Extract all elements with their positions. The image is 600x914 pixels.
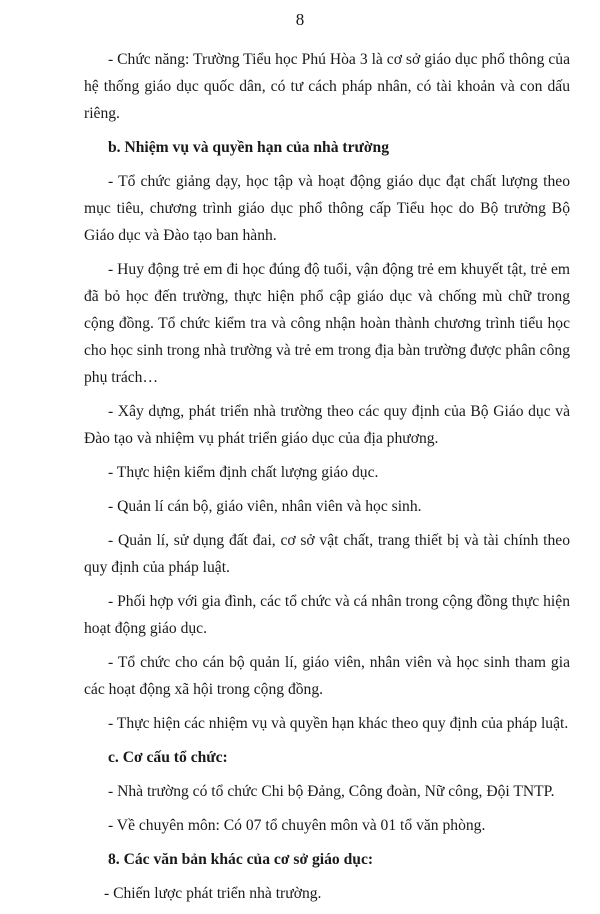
duty-paragraph: - Quản lí, sử dụng đất đai, cơ sở vật chất, trang thiết bị và tài chính theo quy định của pháp luật.	[84, 532, 570, 576]
duty-paragraph: - Tổ chức giảng dạy, học tập và hoạt động giáo dục đạt chất lượng theo mục tiêu, chương trình giáo dục phổ thông cấp Tiểu học do Bộ trưởng Bộ Giáo dục và Đào tạo ban hành.	[84, 173, 570, 244]
duty-paragraph: - Phối hợp với gia đình, các tổ chức và cá nhân trong cộng đồng thực hiện hoạt động giáo dục.	[84, 593, 570, 637]
duty-paragraph: - Tổ chức cho cán bộ quản lí, giáo viên, nhân viên và học sinh tham gia các hoạt động xã hội trong cộng đồng.	[84, 654, 570, 698]
function-paragraph: - Chức năng: Trường Tiểu học Phú Hòa 3 là cơ sở giáo dục phổ thông của hệ thống giáo dục quốc dân, có tư cách pháp nhân, có tài khoản và con dấu riêng.	[84, 51, 570, 122]
duty-paragraph: - Thực hiện các nhiệm vụ và quyền hạn khác theo quy định của pháp luật.	[108, 715, 569, 732]
duty-paragraph: - Thực hiện kiểm định chất lượng giáo dục.	[108, 464, 379, 481]
structure-paragraph: - Về chuyên môn: Có 07 tổ chuyên môn và 01 tổ văn phòng.	[108, 817, 486, 834]
section-heading-documents: 8. Các văn bản khác của cơ sở giáo dục:	[108, 851, 374, 868]
section-heading-structure: c. Cơ cấu tổ chức:	[108, 749, 228, 766]
duty-paragraph: - Quản lí cán bộ, giáo viên, nhân viên và học sinh.	[108, 498, 422, 515]
duty-paragraph: - Xây dựng, phát triển nhà trường theo các quy định của Bộ Giáo dục và Đào tạo và nhiệm vụ phát triển giáo dục của địa phương.	[84, 403, 570, 447]
structure-paragraph: - Nhà trường có tổ chức Chi bộ Đảng, Công đoàn, Nữ công, Đội TNTP.	[108, 783, 555, 800]
section-heading-duties: b. Nhiệm vụ và quyền hạn của nhà trường	[108, 139, 389, 156]
page-number: 8	[295, 10, 305, 29]
documents-paragraph: - Chiến lược phát triển nhà trường.	[104, 885, 322, 902]
duty-paragraph: - Huy động trẻ em đi học đúng độ tuổi, vận động trẻ em khuyết tật, trẻ em đã bỏ học đến trường, thực hiện phổ cập giáo dục và chống mù chữ trong cộng đồng. Tổ chức kiểm tra và công nhận hoàn thành chương trình tiểu học cho học sinh trong nhà trường và trẻ em trong địa bàn trường được phân công phụ trách…	[84, 261, 570, 386]
document-body	[84, 46, 570, 914]
